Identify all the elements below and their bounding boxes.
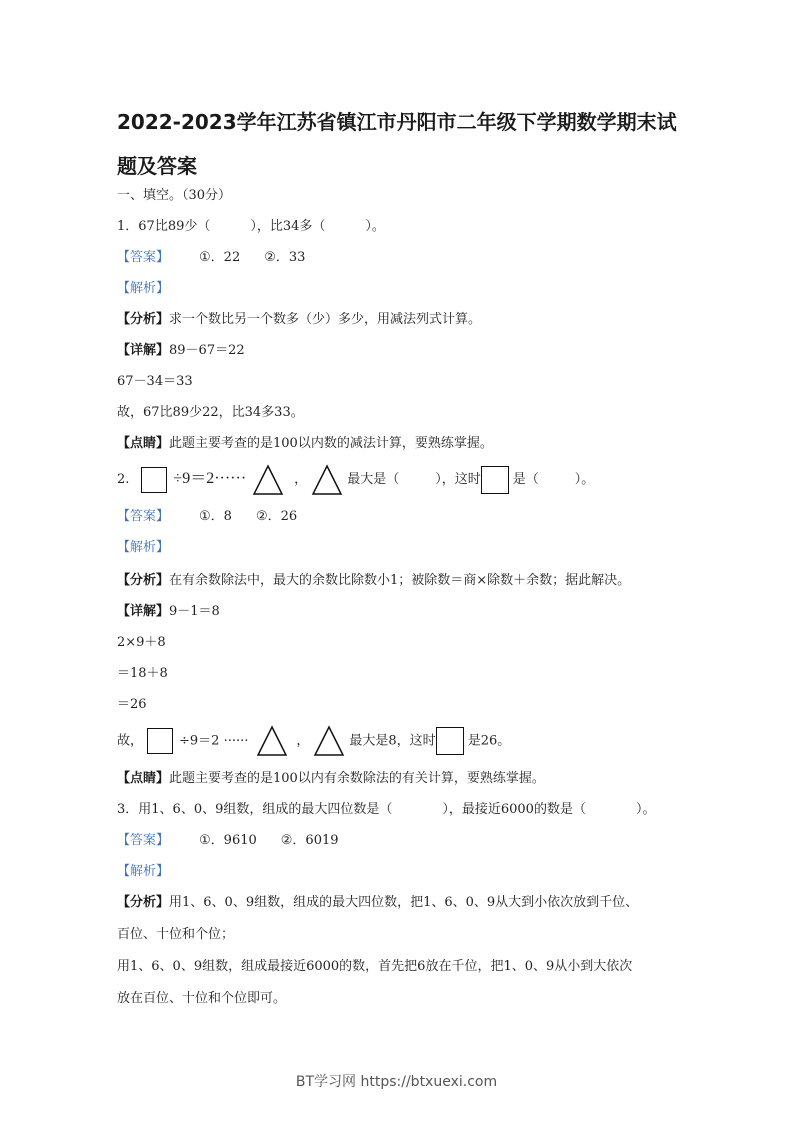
q3-fenxi-2-cont: 放在百位、十位和个位即可。 bbox=[117, 991, 287, 1006]
q3-fenxi: 【分析】用1、6、0、9组数，组成的最大四位数，把1、6、0、9从大到小依次放到千位、 bbox=[117, 895, 639, 910]
q2-xiangjie: 【详解】9－1＝8 bbox=[117, 604, 220, 619]
q1-dianjing: 【点睛】此题主要考查的是100以内数的减法计算，要熟练掌握。 bbox=[117, 436, 493, 451]
square-blank bbox=[436, 727, 464, 755]
q1-answer: 【答案】 ①．22 ②．33 bbox=[117, 250, 306, 265]
triangle-blank bbox=[313, 725, 345, 757]
question-3: 3．用1、6、0、9组数，组成的最大四位数是（ ），最接近6000的数是（ ）。 bbox=[117, 802, 656, 817]
q2-calc-2: 2×9＋8 bbox=[117, 635, 166, 650]
q2-dianjing: 【点睛】此题主要考查的是100以内有余数除法的有关计算，要熟练掌握。 bbox=[117, 771, 545, 786]
q1-xiangjie: 【详解】89－67＝22 bbox=[117, 343, 245, 358]
q3-fenxi-2: 用1、6、0、9组数，组成最接近6000的数，首先把6放在千位，把1、0、9从小到大依次 bbox=[117, 959, 633, 974]
question-2: 2. ÷9＝2······ ， 最大是（ ），这时 是（ ）。 bbox=[117, 463, 594, 496]
q3-fenxi-cont: 百位、十位和个位； bbox=[117, 927, 235, 942]
answer-label: 【答案】 bbox=[117, 250, 170, 265]
q1-calc: 67－34＝33 bbox=[117, 374, 193, 389]
footer-watermark: BT学习网 https://btxuexi.com bbox=[295, 1074, 498, 1090]
square-blank bbox=[147, 728, 173, 754]
section-heading: 一、填空。（30分） bbox=[117, 188, 232, 203]
q1-conclusion: 故，67比89少22，比34多33。 bbox=[117, 405, 304, 420]
square-blank bbox=[481, 466, 509, 494]
q3-analysis-label: 【解析】 bbox=[117, 864, 170, 879]
q2-fenxi: 【分析】在有余数除法中，最大的余数比除数小1；被除数＝商×除数＋余数；据此解决。 bbox=[117, 573, 631, 588]
q2-analysis-label: 【解析】 bbox=[117, 540, 170, 555]
q3-answer: 【答案】 ①．9610 ②．6019 bbox=[117, 833, 339, 848]
question-1: 1．67比89少（ ），比34多（ ）。 bbox=[117, 219, 385, 234]
q2-answer: 【答案】 ①．8 ②．26 bbox=[117, 509, 298, 524]
triangle-blank bbox=[252, 464, 284, 496]
q1-analysis-label: 【解析】 bbox=[117, 281, 170, 296]
triangle-blank bbox=[311, 464, 343, 496]
page-title: 2022-2023学年江苏省镇江市丹阳市二年级下学期数学期末试题及答案 bbox=[117, 110, 677, 178]
triangle-blank bbox=[256, 725, 288, 757]
q2-calc-4: ＝26 bbox=[117, 697, 147, 712]
q2-calc-3: ＝18＋8 bbox=[117, 666, 168, 681]
q1-fenxi: 【分析】求一个数比另一个数多（少）多少，用减法列式计算。 bbox=[117, 312, 482, 327]
q2-conclusion: 故， ÷9＝2 ······ ， 最大是8，这时 是26。 bbox=[117, 725, 510, 758]
square-blank bbox=[141, 467, 167, 493]
